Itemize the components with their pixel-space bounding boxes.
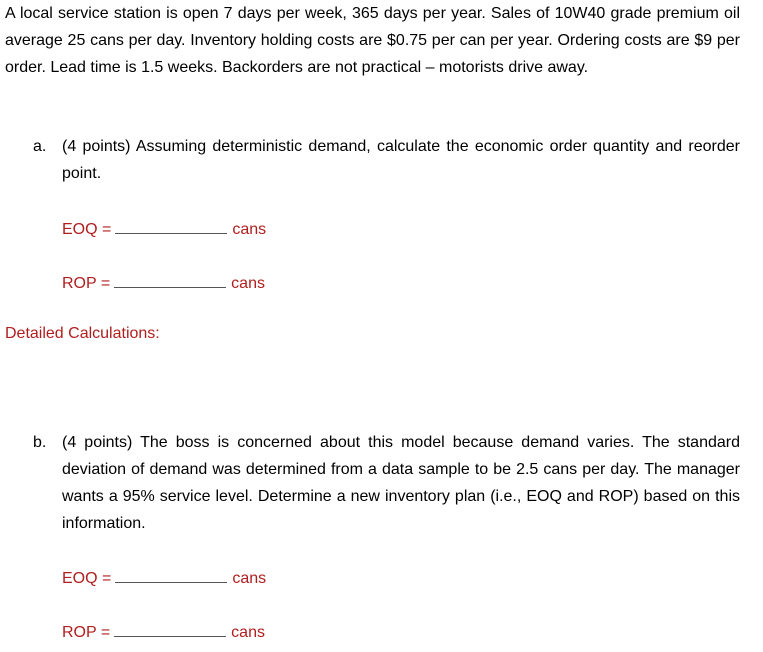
rop-a-label: ROP = [62,275,111,292]
question-a [33,133,740,187]
question-b-text: (4 points) The boss is concerned about this model because demand varies. The standard deviation of demand was determined from a data sample to be 2.5 cans per day. The manager wants a 95% service level. Determine a new inventory plan (i.e., EOQ and ROP) based on this information. [62,434,740,532]
question-b-marker: b. [33,434,47,451]
eoq-a-unit: cans [232,221,267,238]
answer-eoq-a [62,219,266,240]
question-a-marker: a. [33,138,47,155]
answer-eoq-b [62,568,266,589]
answer-rop-b [62,622,265,643]
problem-statement: A local service station is open 7 days per week, 365 days per year. Sales of 10W40 grade premium oil average 25 cans per day. Inventory holding costs are $0.75 per can per year. Ordering costs are $9 per order. Lead time is 1.5 weeks. Backorders are not practical – motorists drive away. [5,5,740,76]
calculations-heading: Detailed Calculations: [5,325,160,342]
rop-b-label: ROP = [62,624,111,641]
eoq-b-unit: cans [232,570,267,587]
eoq-a-label: EOQ = [62,221,112,238]
question-b [33,429,740,537]
eoq-b-blank[interactable] [115,568,227,583]
answer-rop-a [62,273,265,294]
rop-b-unit: cans [231,624,265,641]
rop-a-unit: cans [231,275,265,292]
rop-b-blank[interactable] [114,622,226,637]
eoq-a-blank[interactable] [115,219,227,234]
rop-a-blank[interactable] [114,273,226,288]
eoq-b-label: EOQ = [62,570,112,587]
question-a-text: (4 points) Assuming deterministic demand, calculate the economic order quantity and reorder point. [62,138,740,182]
